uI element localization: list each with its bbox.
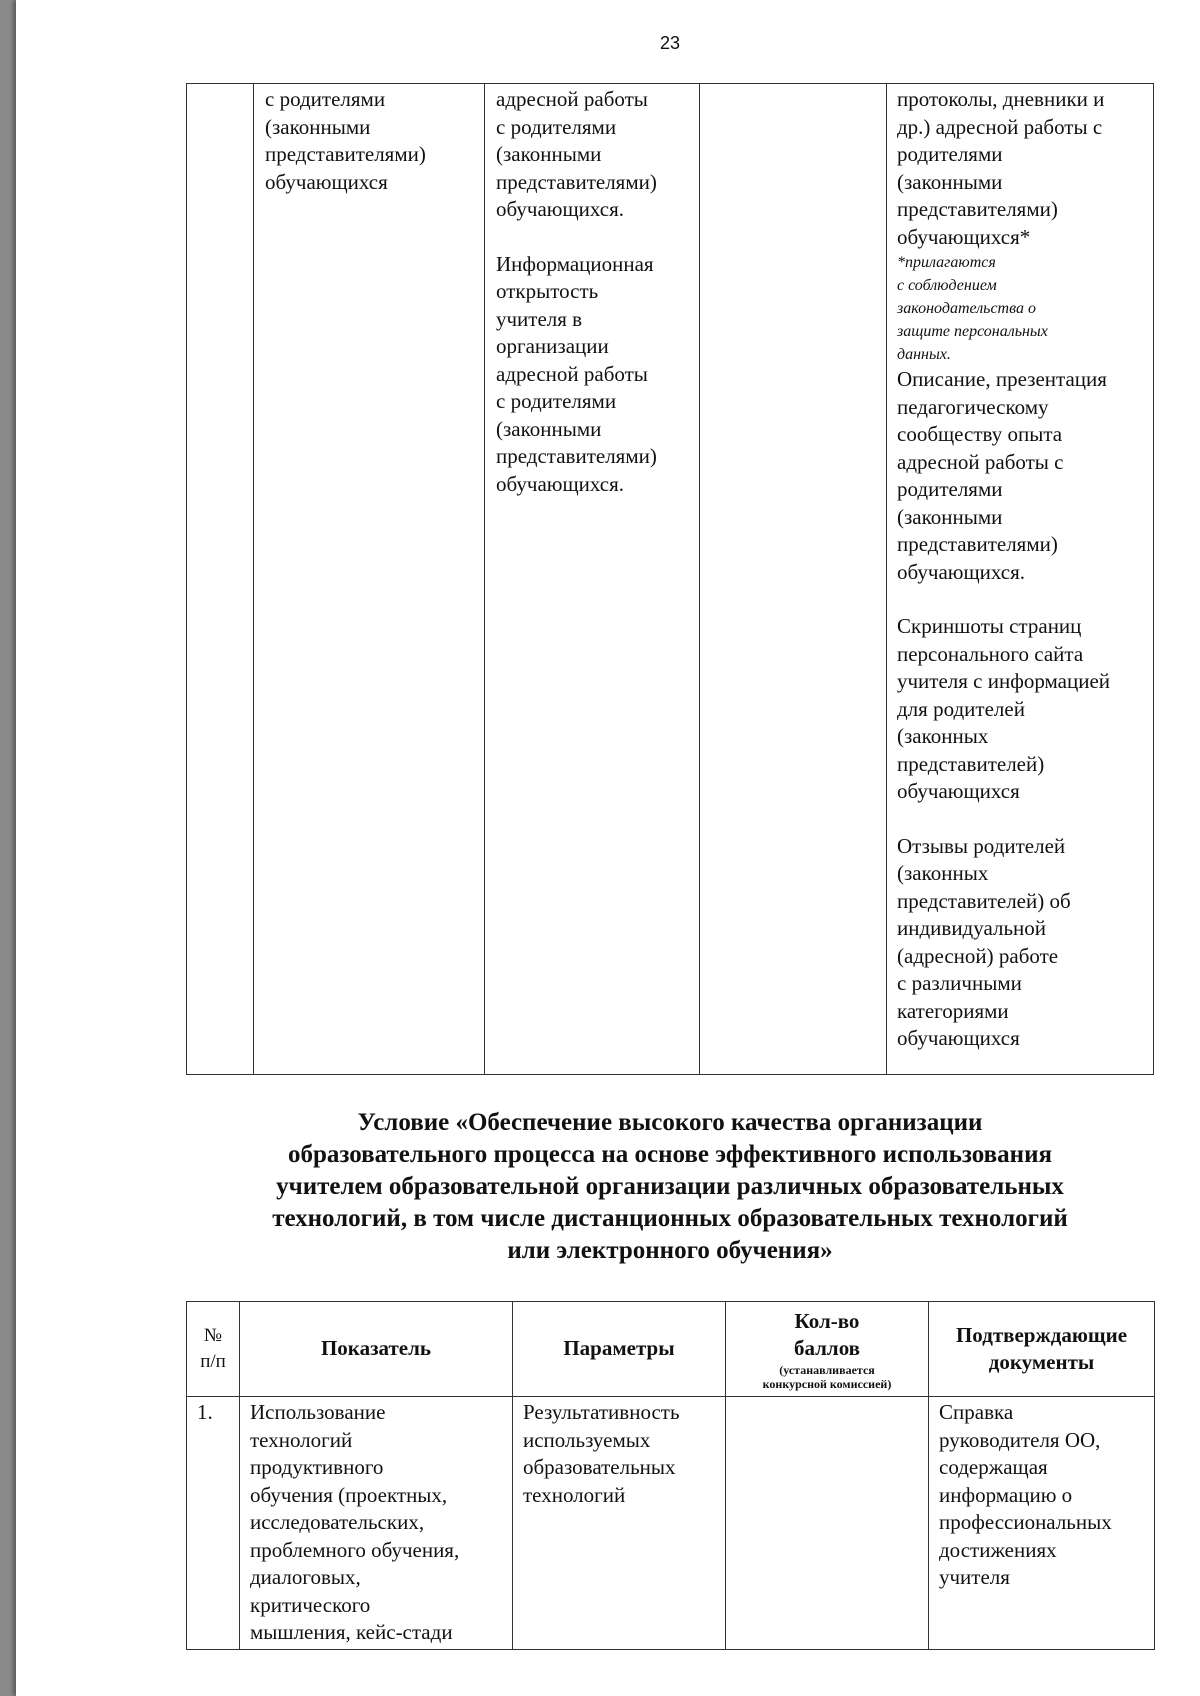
text-line: адресной работы с <box>897 449 1064 474</box>
text-line: (законных <box>897 724 989 748</box>
text-line: данных. <box>897 346 951 363</box>
text-line: для родителей <box>897 696 1025 721</box>
row-indicator <box>240 1397 513 1650</box>
text-line: открытость <box>496 279 599 303</box>
text-line: с родителями <box>496 389 617 413</box>
text-line: представителями) <box>897 532 1058 556</box>
text-line: индивидуальной <box>897 916 1046 940</box>
text-line: Информационная <box>496 251 654 276</box>
text-line: технологий <box>250 1427 353 1452</box>
text-line: критического <box>250 1592 371 1617</box>
text-line: руководителя ОО, <box>939 1427 1101 1452</box>
text-line: (законными <box>897 169 1003 194</box>
table-row <box>187 1397 1155 1650</box>
text-line: исследовательских, <box>250 1510 425 1534</box>
section-heading <box>186 1107 1154 1267</box>
indicators-table <box>186 1301 1155 1650</box>
header-note: (устанавливается <box>779 1362 875 1377</box>
text-line: используемых <box>523 1427 651 1452</box>
text-line: организации <box>496 334 609 358</box>
header-points <box>726 1302 929 1397</box>
text-line: адресной работы <box>496 361 648 386</box>
text-line: адресной работы <box>496 87 648 111</box>
text-line: (законных <box>897 861 989 885</box>
text-line: образовательных <box>523 1455 676 1479</box>
header-parameters: Параметры <box>513 1302 726 1397</box>
text-line: представителями) <box>496 169 657 194</box>
header-number <box>187 1302 240 1397</box>
text-line: профессиональных <box>939 1510 1112 1534</box>
text-line: представителей) <box>897 751 1045 776</box>
header-indicator: Показатель <box>240 1302 513 1397</box>
table-header-row <box>187 1302 1155 1397</box>
text-line: педагогическому <box>897 394 1049 419</box>
text-line: учителя в <box>496 306 583 331</box>
text-line: достижениях <box>939 1537 1057 1562</box>
text-line: (законными <box>496 142 602 166</box>
header-line: Кол-во <box>794 1308 860 1333</box>
text-line: информацию о <box>939 1482 1073 1507</box>
text-line: с различными <box>897 971 1022 995</box>
text-line: диалоговых, <box>250 1565 361 1589</box>
text-line: обучающихся* <box>897 224 1031 249</box>
row-documents <box>929 1397 1155 1650</box>
text-line: учителя <box>939 1565 1010 1589</box>
column-divider <box>886 84 887 1074</box>
text-line: (адресной) работе <box>897 943 1059 968</box>
text-line: (законными <box>265 114 371 139</box>
text-line: с соблюдением <box>897 277 997 294</box>
cell-documents-continued <box>897 86 1153 1053</box>
text-line: Результативность <box>523 1400 680 1424</box>
text-line: персонального сайта <box>897 641 1084 666</box>
text-line: обучающихся. <box>496 197 624 221</box>
heading-line: технологий, в том числе дистанционных образовательных технологий <box>272 1205 1068 1232</box>
cell-indicator-continued <box>265 86 481 196</box>
text-line: Скриншоты страниц <box>897 614 1082 638</box>
header-note: конкурсной комиссией) <box>762 1376 892 1391</box>
text-line: учителя с информацией <box>897 669 1111 693</box>
header-line: Подтверждающие <box>955 1322 1128 1347</box>
heading-line: или электронного обучения» <box>507 1237 833 1264</box>
row-parameters <box>513 1397 726 1650</box>
text-line: обучающихся <box>897 1026 1020 1050</box>
header-documents <box>929 1302 1155 1397</box>
header-line: п/п <box>200 1351 226 1372</box>
header-line: баллов <box>793 1336 861 1360</box>
header-line: № <box>203 1325 223 1346</box>
text-line: родителями <box>897 477 1003 501</box>
text-line: представителями) <box>496 444 657 468</box>
row-number: 1. <box>187 1397 240 1650</box>
text-line: (законными <box>897 504 1003 529</box>
column-divider <box>253 84 254 1074</box>
row-points <box>726 1397 929 1650</box>
text-line: содержащая <box>939 1455 1048 1479</box>
text-line: законодательства о <box>897 300 1036 317</box>
text-line: др.) адресной работы с <box>897 114 1103 139</box>
text-line: обучающихся <box>897 779 1020 803</box>
text-line: обучения (проектных, <box>250 1482 448 1507</box>
footnote <box>897 251 1153 366</box>
text-line: продуктивного <box>250 1455 384 1479</box>
text-line: обучающихся. <box>897 559 1025 584</box>
text-line: мышления, кейс-стади <box>250 1620 453 1644</box>
text-line: Использование <box>250 1400 386 1424</box>
text-line: представителями) <box>897 197 1058 221</box>
column-divider <box>484 84 485 1074</box>
text-line: (законными <box>496 416 602 441</box>
text-line: представителями) <box>265 142 426 166</box>
text-line: с родителями <box>496 114 617 139</box>
text-line: категориями <box>897 998 1009 1023</box>
column-divider <box>699 84 700 1074</box>
text-line: Отзывы родителей <box>897 833 1066 858</box>
text-line: Справка <box>939 1400 1014 1424</box>
heading-line: образовательного процесса на основе эффективного использования <box>287 1141 1053 1168</box>
page-number: 23 <box>659 33 681 53</box>
heading-line: Условие «Обеспечение высокого качества организации <box>357 1109 983 1136</box>
header-line: документы <box>988 1350 1095 1374</box>
heading-line: учителем образовательной организации различных образовательных <box>276 1173 1064 1200</box>
text-line: протоколы, дневники и <box>897 87 1105 111</box>
continuation-table <box>186 83 1154 1075</box>
text-line: *прилагаются <box>897 254 996 271</box>
text-line: родителями <box>897 142 1003 166</box>
text-line: сообществу опыта <box>897 422 1063 446</box>
text-line: защите персональных <box>897 323 1048 340</box>
text-line: обучающихся <box>265 169 388 194</box>
text-line: проблемного обучения, <box>250 1537 460 1562</box>
text-line: технологий <box>523 1482 626 1507</box>
text-line: представителей) об <box>897 888 1071 913</box>
text-line: Описание, презентация <box>897 367 1107 391</box>
text-line: с родителями <box>265 87 386 111</box>
text-line: обучающихся. <box>496 471 624 496</box>
cell-parameters-continued <box>496 86 696 498</box>
